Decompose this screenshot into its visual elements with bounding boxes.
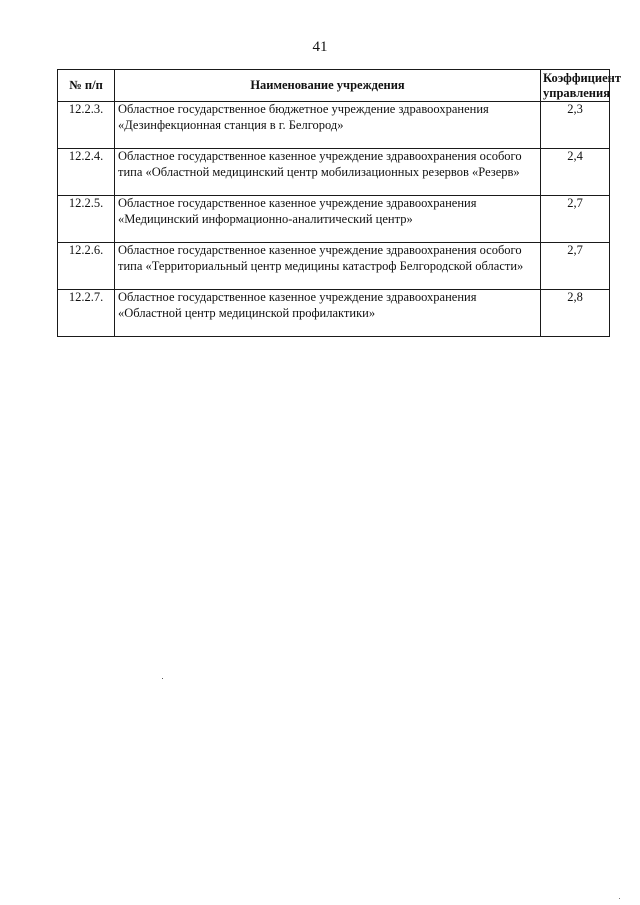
row-number: 12.2.5. — [58, 196, 115, 243]
row-coefficient: 2,7 — [541, 243, 610, 290]
table-header-row — [58, 70, 610, 102]
header-number: № п/п — [58, 70, 115, 102]
row-number: 12.2.6. — [58, 243, 115, 290]
row-number: 12.2.7. — [58, 290, 115, 337]
table-body — [58, 102, 610, 337]
row-institution-name: Областное государственное казенное учреждение здравоохранения особого типа «Территориальный центр медицины катастроф Белгородской области» — [115, 243, 541, 290]
page-number: 41 — [312, 39, 328, 55]
table-row — [58, 149, 610, 196]
row-institution-name: Областное государственное казенное учреждение здравоохранения «Медицинский информационно-аналитический центр» — [115, 196, 541, 243]
scan-speck — [619, 898, 620, 899]
header-coefficient: Коэффициент управления — [541, 70, 610, 102]
table-row — [58, 243, 610, 290]
row-coefficient: 2,7 — [541, 196, 610, 243]
scan-speck — [162, 678, 163, 679]
table-row — [58, 196, 610, 243]
table-row — [58, 102, 610, 149]
institutions-table-container — [57, 69, 621, 337]
header-institution-name: Наименование учреждения — [115, 70, 541, 102]
row-coefficient: 2,4 — [541, 149, 610, 196]
table-row — [58, 290, 610, 337]
row-institution-name: Областное государственное казенное учреждение здравоохранения особого типа «Областной медицинский центр мобилизационных резервов «Резерв» — [115, 149, 541, 196]
institutions-table — [57, 69, 621, 337]
table-header — [58, 70, 621, 102]
row-institution-name: Областное государственное казенное учреждение здравоохранения «Областной центр медицинской профилактики» — [115, 290, 541, 337]
row-coefficient: 2,3 — [541, 102, 610, 149]
row-number: 12.2.4. — [58, 149, 115, 196]
row-coefficient: 2,8 — [541, 290, 610, 337]
row-number: 12.2.3. — [58, 102, 115, 149]
row-institution-name: Областное государственное бюджетное учреждение здравоохранения «Дезинфекционная станция в г. Белгород» — [115, 102, 541, 149]
